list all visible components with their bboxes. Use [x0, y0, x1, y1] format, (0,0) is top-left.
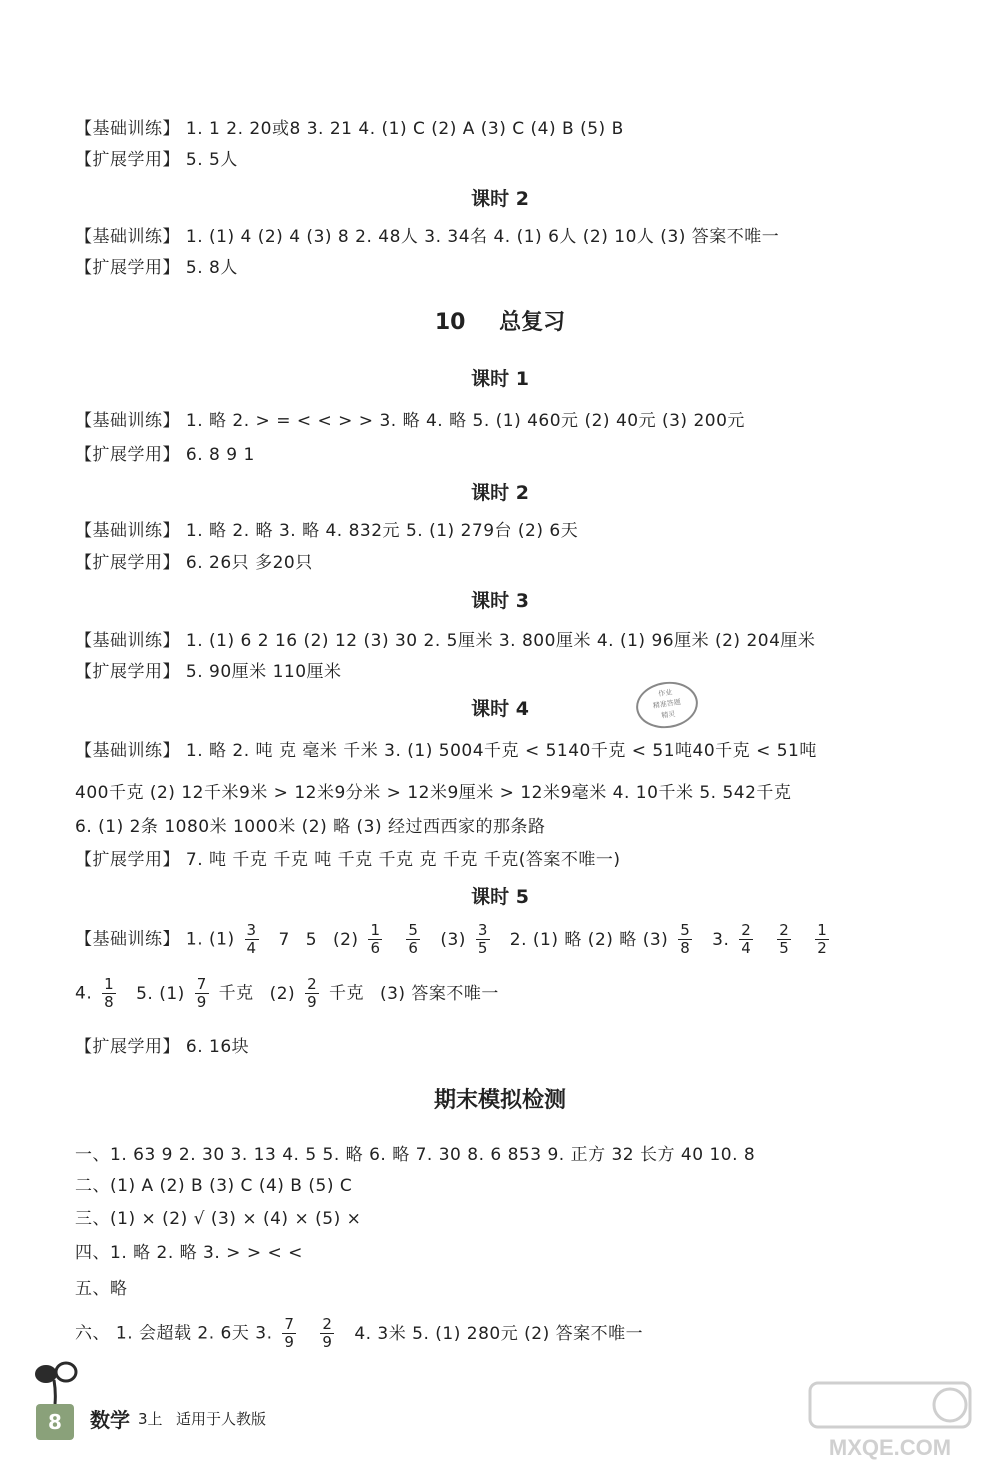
page-footer	[28, 1358, 348, 1448]
fraction: $\frac{5}{6}$	[408, 921, 419, 957]
lesson-title: 课时 4	[471, 698, 529, 720]
watermark-text: MXQE.COM	[828, 1435, 952, 1460]
grade-label: 3上	[138, 1410, 163, 1428]
homework-stamp: 作业 精准答题 精灵	[633, 678, 701, 732]
extension-line: 【扩展学用】 6. 26只 多20只	[75, 553, 313, 573]
basic-training-line: 【基础训练】 1. (1) 6 2 16 (2) 12 (3) 30 2. 5厘米 3. 800厘米 4. (1) 96厘米 (2) 204厘米	[75, 631, 816, 651]
lesson-title: 课时 2	[471, 482, 529, 504]
fraction: $\frac{2}{9}$	[307, 975, 318, 1011]
basic-training-line: 【基础训练】 1. 略 2. 吨 克 毫米 千米 3. (1) 5004千克 < 5140千克 < 51吨40千克 < 51吨	[75, 741, 817, 761]
fraction: $\frac{1}{8}$	[104, 975, 115, 1011]
answer-line: 六、 1. 会超载 2. 6天 3. $\frac{7}{9}$ $\frac{2}{9}$ 4. 3米 5. (1) 280元 (2) 答案不唯一	[75, 1315, 644, 1351]
chapter-number: 10	[434, 310, 466, 335]
section-title: 期末模拟检测	[433, 1088, 566, 1113]
chapter-title	[0, 305, 1000, 336]
fraction: $\frac{2}{4}$	[741, 921, 752, 957]
lesson-title: 课时 1	[471, 368, 529, 390]
answer-line: 二、(1) A (2) B (3) C (4) B (5) C	[75, 1176, 353, 1196]
basic-training-line: 【基础训练】 1. (1) 4 (2) 4 (3) 8 2. 48人 3. 34名 4. (1) 6人 (2) 10人 (3) 答案不唯一	[75, 227, 780, 247]
fraction: $\frac{1}{2}$	[817, 921, 828, 957]
answer-line: 五、略	[75, 1279, 128, 1299]
fraction: $\frac{7}{9}$	[284, 1315, 295, 1351]
basic-training-line: 【基础训练】 1. 略 2. 略 3. 略 4. 832元 5. (1) 279台 (2) 6天	[75, 521, 579, 541]
extension-line: 【扩展学用】 7. 吨 千克 千克 吨 千克 千克 克 千克 千克(答案不唯一)	[75, 850, 621, 870]
subject-label: 数学	[90, 1408, 130, 1432]
extension-line: 【扩展学用】 5. 5人	[75, 150, 238, 170]
chapter-name: 总复习	[499, 310, 566, 335]
answer-line: 三、(1) × (2) √ (3) × (4) × (5) ×	[75, 1209, 362, 1229]
watermark-logo	[800, 1375, 980, 1465]
lesson-title: 课时 2	[471, 188, 529, 210]
extension-line: 【扩展学用】 6. 16块	[75, 1037, 250, 1057]
page-number: 8	[36, 1404, 74, 1440]
lesson-title: 课时 3	[471, 590, 529, 612]
basic-training-line: 【基础训练】 1. (1) $\frac{3}{4}$ 7 5 (2) $\frac{1}{6}$ $\frac{5}{6}$ (3) $\frac{3}{5}$ 2. (1) 略 (2) 略 (3) $\frac{5}{8}$ 3. $\frac{2}{4}$ $\frac{2}{5}$ $\frac{1}{2}$	[75, 921, 828, 957]
basic-training-line: 【基础训练】 1. 1 2. 20或8 3. 21 4. (1) C (2) A (3) C (4) B (5) B	[75, 119, 624, 139]
fraction: $\frac{3}{4}$	[246, 921, 257, 957]
extension-line: 【扩展学用】 5. 8人	[75, 258, 238, 278]
fraction: $\frac{3}{5}$	[477, 921, 488, 957]
fraction: $\frac{2}{5}$	[779, 921, 790, 957]
basic-training-line: 4. $\frac{1}{8}$ 5. (1) $\frac{7}{9}$ 千克 (2) $\frac{2}{9}$ 千克 (3) 答案不唯一	[75, 975, 499, 1011]
fraction: $\frac{5}{8}$	[680, 921, 691, 957]
extension-line: 【扩展学用】 5. 90厘米 110厘米	[75, 662, 342, 682]
basic-training-line: 【基础训练】 1. 略 2. > = < < > > 3. 略 4. 略 5. (1) 460元 (2) 40元 (3) 200元	[75, 411, 745, 431]
lesson-title: 课时 5	[471, 886, 529, 908]
answer-line: 一、1. 63 9 2. 30 3. 13 4. 5 5. 略 6. 略 7. 30 8. 6 853 9. 正方 32 长方 40 10. 8	[75, 1145, 756, 1165]
answer-line: 四、1. 略 2. 略 3. > > < <	[75, 1243, 303, 1263]
fraction: $\frac{1}{6}$	[370, 921, 381, 957]
watermark-graphic	[800, 1375, 980, 1465]
extension-line: 【扩展学用】 6. 8 9 1	[75, 445, 255, 465]
edition-label: 适用于人教版	[176, 1410, 267, 1428]
fraction: $\frac{7}{9}$	[196, 975, 207, 1011]
fraction: $\frac{2}{9}$	[322, 1315, 333, 1351]
basic-training-line: 6. (1) 2条 1080米 1000米 (2) 略 (3) 经过西西家的那条路	[75, 817, 546, 837]
basic-training-line: 400千克 (2) 12千米9米 > 12米9分米 > 12米9厘米 > 12米9毫米 4. 10千米 5. 542千克	[75, 783, 792, 803]
